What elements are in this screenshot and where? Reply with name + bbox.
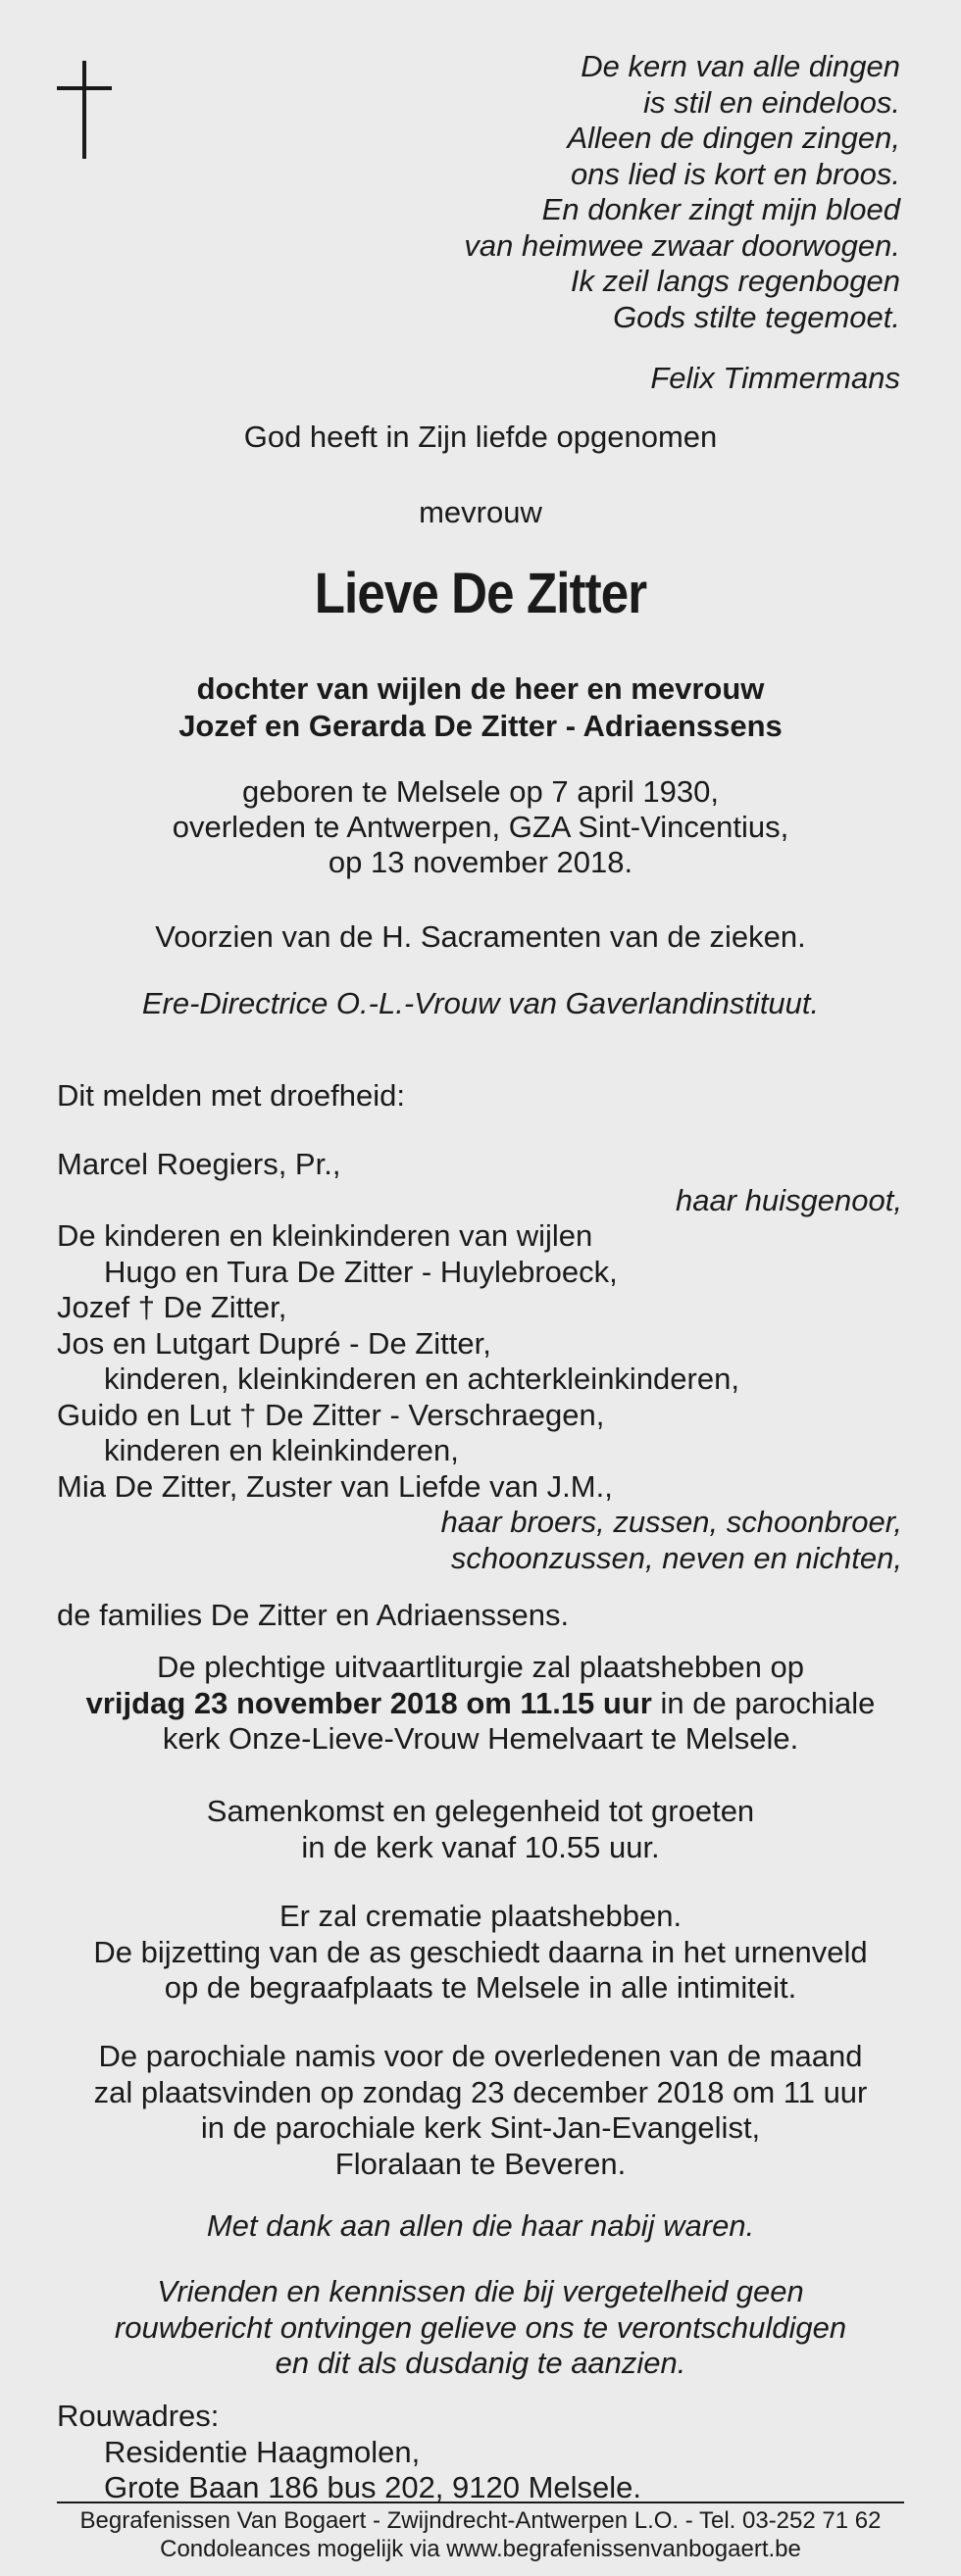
dates-line: overleden te Antwerpen, GZA Sint-Vincentius, <box>172 810 789 844</box>
address-label: Rouwadres: <box>57 2399 220 2433</box>
role-text: Ere-Directrice O.-L.-Vrouw van Gaverlandinstituut. <box>141 986 820 1020</box>
friends-line: Vrienden en kennissen die bij vergetelheid geen <box>157 2274 804 2308</box>
meeting-line: Samenkomst en gelegenheid tot groeten <box>206 1794 755 1828</box>
list-item: Jos en Lutgart Dupré - De Zitter, <box>57 1325 491 1361</box>
cremation-line: De bijzetting van de as geschiedt daarna in het urnenveld <box>93 1934 868 1969</box>
footer-line: Condoleances mogelijk via www.begrafenissenvanbogaert.be <box>160 2536 801 2562</box>
poem-line: is stil en eindeloos. <box>643 84 900 120</box>
meeting-info <box>0 1794 961 1865</box>
thanks-text: Met dank aan allen die haar nabij waren. <box>206 2208 755 2243</box>
mourning-address <box>57 2399 641 2506</box>
list-item: kinderen en kleinkinderen, <box>104 1433 459 1467</box>
cremation-line: op de begraafplaats te Melsele in alle intimiteit. <box>164 1970 797 2005</box>
list-item: kinderen, kleinkinderen en achterkleinkinderen, <box>104 1362 739 1396</box>
funeral-info <box>0 1650 961 1758</box>
funeral-line <box>0 1686 961 1722</box>
mass-line: De parochiale namis voor de overledenen van de maand <box>98 2039 863 2073</box>
list-item: Hugo en Tura De Zitter - Huylebroeck, <box>104 1254 618 1289</box>
honorific: mevrouw <box>419 495 542 529</box>
dates-line: geboren te Melsele op 7 april 1930, <box>242 774 719 809</box>
address-line: Grote Baan 186 bus 202, 9120 Melsele. <box>104 2470 642 2504</box>
mass-line: Floralaan te Beveren. <box>334 2146 627 2181</box>
divider <box>57 2502 904 2503</box>
poem-line: Gods stilte tegemoet. <box>613 299 900 334</box>
funeral-date: vrijdag 23 november 2018 om 11.15 uur <box>85 1685 652 1720</box>
list-item: schoonzussen, neven en nichten, <box>450 1540 902 1575</box>
poem-author: Felix Timmermans <box>650 361 900 395</box>
poem-line: En donker zingt mijn bloed <box>541 192 900 226</box>
sacraments-text: Voorzien van de H. Sacramenten van de zieken. <box>155 919 806 954</box>
cremation-info <box>0 1899 961 2006</box>
cross-icon <box>57 61 112 159</box>
footer <box>0 2506 961 2563</box>
list-item: haar broers, zussen, schoonbroer, <box>440 1505 902 1539</box>
meeting-line: in de kerk vanaf 10.55 uur. <box>301 1829 660 1864</box>
funeral-line-rest: in de parochiale <box>651 1685 876 1720</box>
poem <box>214 49 900 335</box>
address-line: Residentie Haagmolen, <box>104 2434 421 2469</box>
list-item: Guido en Lut † De Zitter - Verschraegen, <box>57 1397 605 1432</box>
mass-line: zal plaatsvinden op zondag 23 december 2018 om 11 uur <box>93 2074 868 2109</box>
poem-line: Alleen de dingen zingen, <box>567 121 900 155</box>
announce-text: Dit melden met droefheid: <box>57 1078 405 1113</box>
friends-line: en dit als dusdanig te aanzien. <box>275 2346 686 2380</box>
parents-info <box>0 670 961 745</box>
list-item: Marcel Roegiers, Pr., <box>57 1147 341 1181</box>
intro-text: God heeft in Zijn liefde opgenomen <box>243 420 718 454</box>
funeral-line: kerk Onze-Lieve-Vrouw Hemelvaart te Melsele. <box>162 1721 799 1756</box>
poem-line: Ik zeil langs regenbogen <box>570 264 900 298</box>
list-item: De kinderen en kleinkinderen van wijlen <box>57 1218 593 1253</box>
list-item: Jozef † De Zitter, <box>57 1290 287 1324</box>
mass-line: in de parochiale kerk Sint-Jan-Evangelist, <box>200 2110 761 2145</box>
mass-info <box>0 2039 961 2182</box>
parents-line: Jozef en Gerarda De Zitter - Adriaenssens <box>178 709 783 743</box>
poem-line: van heimwee zwaar doorwogen. <box>464 227 900 263</box>
friends-line: rouwbericht ontvingen gelieve ons te verontschuldigen <box>114 2309 847 2345</box>
birth-death-info <box>0 774 961 880</box>
footer-line: Begrafenissen Van Bogaert - Zwijndrecht-Antwerpen L.O. - Tel. 03-252 71 62 <box>79 2507 882 2534</box>
poem-line: De kern van alle dingen <box>581 49 900 83</box>
list-item: Mia De Zitter, Zuster van Liefde van J.M., <box>57 1468 613 1504</box>
friends-note <box>0 2274 961 2382</box>
funeral-line: De plechtige uitvaartliturgie zal plaatshebben op <box>156 1650 805 1684</box>
parents-line: dochter van wijlen de heer en mevrouw <box>196 671 765 706</box>
mourners-list <box>57 1147 902 1576</box>
families-text: de families De Zitter en Adriaenssens. <box>57 1598 570 1632</box>
poem-line: ons lied is kort en broos. <box>570 156 900 191</box>
cremation-line: Er zal crematie plaatshebben. <box>278 1899 683 1933</box>
list-item: haar huisgenoot, <box>676 1182 902 1217</box>
deceased-name: Lieve De Zitter <box>314 562 647 625</box>
dates-line: op 13 november 2018. <box>328 845 633 879</box>
